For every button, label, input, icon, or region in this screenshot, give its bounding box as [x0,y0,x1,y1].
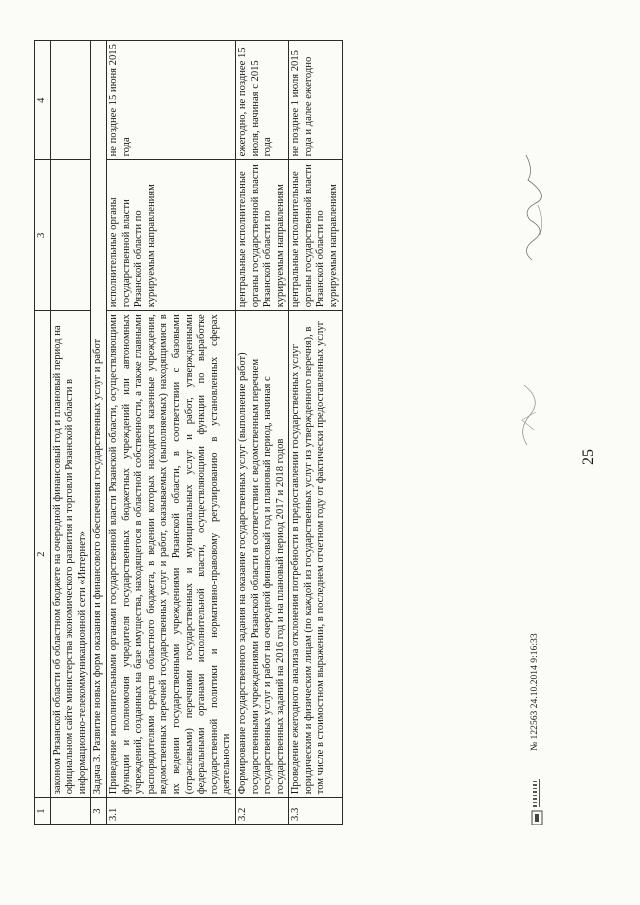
row-executor [50,160,91,311]
header-col-1: 1 [35,798,51,825]
table-row [289,41,342,825]
row-number: 3.2 [235,798,288,825]
document-stamp-text: № 122563 24.10.2014 9:16:33 [529,633,540,751]
row-executor: центральные исполнительные органы государственной власти Рязанской области по курируемым направлениям [289,160,342,311]
row-executor: исполнительные органы государственной власти Рязанской области по курируемым направлениям [106,160,235,311]
row-number: 3.3 [289,798,342,825]
row-text: Проведение ежегодного анализа отклонения потребности в предоставлении государственных услуг юридическим и физическим лицам (по каждой из государственных услуг из утвержденного перечня), в том числе в стоимостном выражении, в последнем отчетном году от фактически предоставленных услуг [289,311,342,798]
handwritten-mark-icon [512,145,552,265]
header-col-3: 3 [35,160,51,311]
row-text: Формирование государственного задания на оказание государственных услуг (выполнение работ) государственными учреждениями Рязанской области в соответствии с ведомственным перечнем государственных услуг и работ на очередной финансовый год и плановый период, начиная с государственных заданий на 2016 год и на плановый период 2017 и 2018 годов [235,311,288,798]
plan-table [34,40,343,825]
header-col-4: 4 [35,41,51,160]
row-text: законом Рязанской области об областном бюджете на очередной финансовый год и плановый период на официальном сайте министерства экономического развития и торговли Рязанской области в информационно-телекоммуникационной сети «Интернет» [50,311,91,798]
header-col-2: 2 [35,311,51,798]
row-number: 3 [91,798,107,825]
row-executor: центральные исполнительные органы государственной власти Рязанской области по курируемым направлениям [235,160,288,311]
row-number [50,798,91,825]
row-deadline: ежегодно, не позднее 15 июля, начиная с 2015 года [235,41,288,160]
table-row [235,41,288,825]
barcode-stamp-icon [530,755,544,825]
page-number: 25 [580,449,597,465]
task-row [91,41,107,825]
row-deadline: не позднее 15 июня 2015 года [106,41,235,160]
row-text: Приведение исполнительными органами государственной власти Рязанской области, осуществляющими функции и полномочия учредителя государственных бюджетных учреждений или автономных учреждений, созданных на базе имущества, находящегося в областной собственности, а также главными распорядителями средств областного бюджета, в ведении которых находятся казенные учреждения, ведомственных перечней государственных услуг и работ, оказываемых (выполняемых) находящимися в их ведении государственными учреждениями Рязанской области, в соответствии с базовыми (отраслевыми) перечнями государственных и муниципальных услуг и работ, утвержденными федеральными органами исполнительной власти, осуществляющими функции по выработке государственной политики и нормативно-правовому регулированию в установленных сферах деятельности [106,311,235,798]
table-header-row [35,41,51,825]
row-deadline [50,41,91,160]
row-deadline: не позднее 1 июля 2015 года и далее ежегодно [289,41,342,160]
task-title: Задача 3. Развитие новых форм оказания и финансового обеспечения государственных услуг и работ [91,41,107,798]
table-row [106,41,235,825]
row-number: 3.1 [106,798,235,825]
handwritten-mark-icon [512,380,542,450]
table-row [50,41,91,825]
